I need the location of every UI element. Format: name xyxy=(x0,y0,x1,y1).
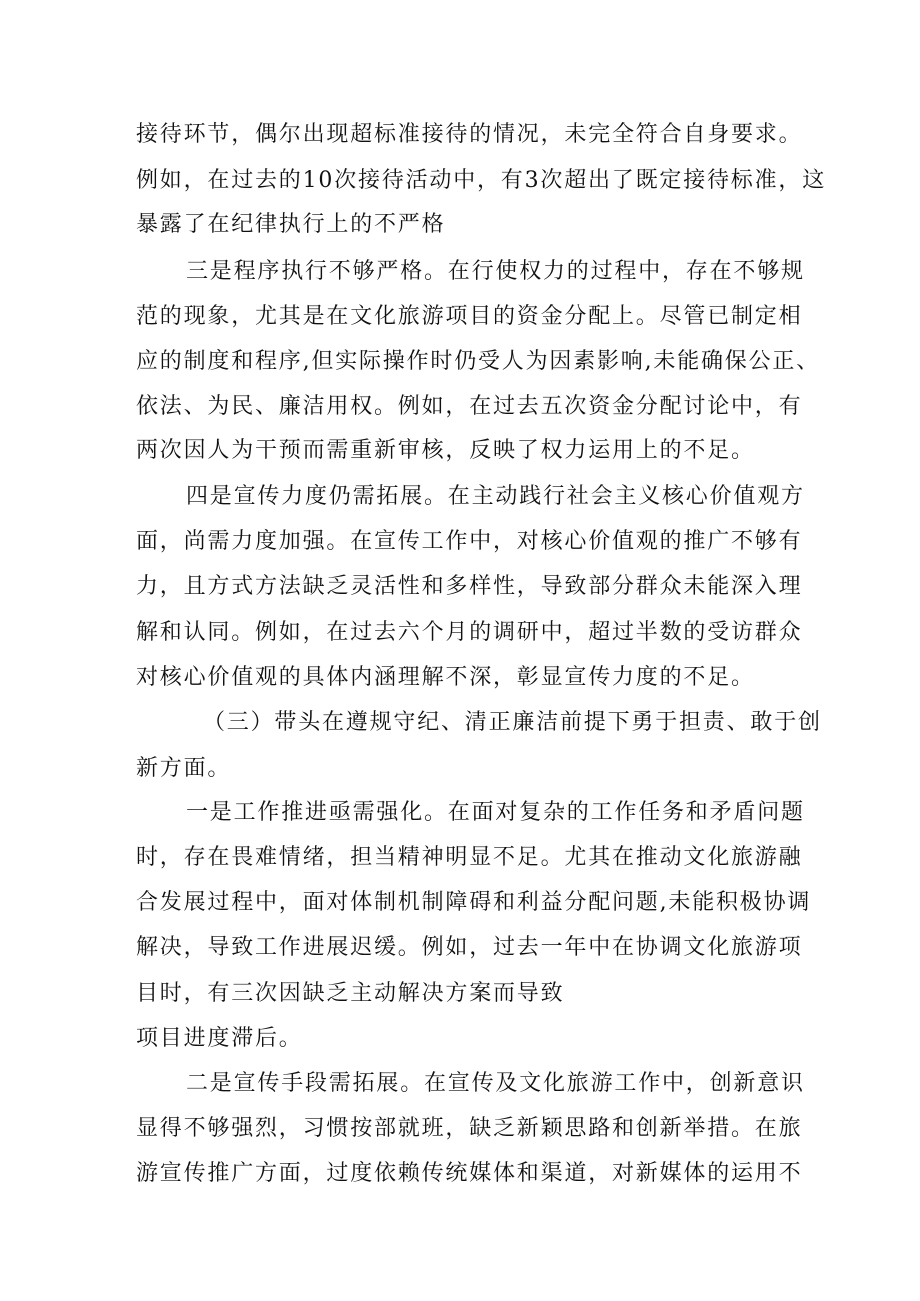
paragraph-first-line: 四是宣传力度仍需拓展。在主动践行社会主义核心价值观方 xyxy=(186,484,805,509)
text-line: 接待环节，偶尔出现超标准接待的情况，未完全符合自身要求。 xyxy=(136,122,803,147)
section-heading: （三）带头在遵规守纪、清正廉洁前提下勇于担责、敢于创 xyxy=(203,710,822,735)
text-line: 例如，在过去的10次接待活动中，有3次超出了既定接待标准，这 xyxy=(136,168,826,193)
paragraph-first-line: 三是程序执行不够严格。在行使权力的过程中，存在不够规 xyxy=(186,259,805,284)
text-line: 力，且方式方法缺乏灵活性和多样性，导致部分群众未能深入理 xyxy=(136,574,803,599)
text-line: 项目进度滞后。 xyxy=(136,1026,303,1051)
paragraph-first-line: 一是工作推进亟需强化。在面对复杂的工作任务和矛盾问题 xyxy=(186,800,805,825)
text-line: 暴露了在纪律执行上的不严格 xyxy=(136,212,446,237)
text-line: 依法、为民、廉洁用权。例如，在过去五次资金分配讨论中，有 xyxy=(136,394,803,419)
text-line: 面，尚需力度加强。在宣传工作中，对核心价值观的推广不够有 xyxy=(136,529,803,554)
text-line: 对核心价值观的具体内涵理解不深，彰显宣传力度的不足。 xyxy=(136,665,755,690)
text-line: 目时，有三次因缺乏主动解决方案而导致 xyxy=(136,981,565,1006)
text-line: 时，存在畏难情绪，担当精神明显不足。尤其在推动文化旅游融 xyxy=(136,845,803,870)
section-heading-continued: 新方面。 xyxy=(136,756,232,781)
text-line: 解和认同。例如，在过去六个月的调研中，超过半数的受访群众 xyxy=(136,620,803,645)
text-line: 范的现象，尤其是在文化旅游项目的资金分配上。尽管已制定相 xyxy=(136,304,803,329)
text-line: 游宣传推广方面，过度依赖传统媒体和渠道，对新媒体的运用不 xyxy=(136,1161,803,1186)
text-line: 显得不够强烈，习惯按部就班，缺乏新颖思路和创新举措。在旅 xyxy=(136,1116,803,1141)
paragraph-first-line: 二是宣传手段需拓展。在宣传及文化旅游工作中，创新意识 xyxy=(186,1071,805,1096)
text-line: 应的制度和程序,但实际操作时仍受人为因素影响,未能确保公正、 xyxy=(136,349,820,374)
text-line: 两次因人为干预而需重新审核，反映了权力运用上的不足。 xyxy=(136,438,755,463)
text-line: 合发展过程中，面对体制机制障碍和利益分配问题,未能积极协调 xyxy=(136,890,812,915)
text-line: 解决，导致工作进展迟缓。例如，过去一年中在协调文化旅游项 xyxy=(136,935,803,960)
